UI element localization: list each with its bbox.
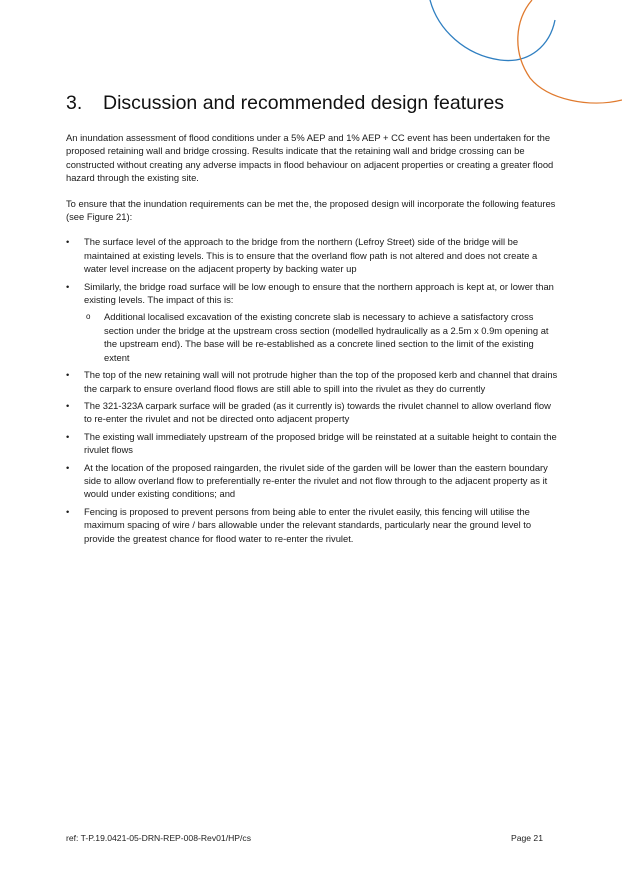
list-item — [66, 430, 561, 457]
section-number: 3. — [66, 92, 83, 114]
design-features-list — [66, 235, 561, 545]
document-body — [66, 131, 561, 549]
features-intro-paragraph: To ensure that the inundation requirements can be met the, the proposed design will incorporate the following features (see Figure 21): — [66, 197, 556, 223]
list-item-text: The top of the new retaining wall will not protrude higher than the top of the proposed kerb and channel that drains the carpark to ensure overland flood flows are still able to spill into the rivulet as they do currently — [84, 369, 558, 394]
list-item-text: At the location of the proposed raingarden, the rivulet side of the garden will be lower than the eastern boundary side to allow overland flow to preferentially re-enter the rivulet and not flow through to the adjacent property as it would under existing conditions; and — [84, 461, 548, 500]
intro-paragraph: An inundation assessment of flood conditions under a 5% AEP and 1% AEP + CC event has been undertaken for the proposed retaining wall and bridge crossing. Results indicate that the retaining wall and bridge crossing can be constructed without creating any adverse impacts in flood behaviour on adjacent properties or creating a greater flood hazard through the existing site. — [66, 132, 554, 184]
list-item-text: Fencing is proposed to prevent persons from being able to enter the rivulet easily, this fencing will utilise the maximum spacing of wire / bars allowable under the relevant standards, particularly near the ground level to provide the greatest chance for flood water to re-enter the rivulet. — [84, 505, 532, 544]
list-item-text: The existing wall immediately upstream of the proposed bridge will be reinstated at a suitable height to contain the rivulet flows — [84, 430, 557, 456]
sub-list-item-text: Additional localised excavation of the existing concrete slab is necessary to achieve a satisfactory cross section under the bridge at the upstream cross section (modelled hydraulically as a 2.5m x 0.9m opening at the upstream end). The base will be re-established as a concrete lined section to the limit of the existing extent — [104, 311, 549, 363]
list-item-text: The 321-323A carpark surface will be graded (as it currently is) towards the rivulet channel to allow overland flow to re-enter the rivulet and not be directed onto adjacent property — [84, 399, 551, 425]
list-item — [66, 399, 561, 426]
bullet-icon: • — [66, 399, 70, 411]
hollow-bullet-icon: o — [86, 312, 91, 322]
bullet-icon: • — [66, 461, 70, 473]
sub-list — [84, 310, 561, 364]
page-number: Page 21 — [510, 833, 543, 843]
list-item — [66, 505, 561, 545]
orange-arc — [518, 0, 622, 103]
list-item — [66, 280, 561, 364]
bullet-icon: • — [66, 430, 70, 442]
blue-arc — [430, 0, 555, 61]
document-reference: ref: T-P.19.0421-05-DRN-REP-008-Rev01/HP/cs — [66, 833, 252, 843]
bullet-icon: • — [66, 505, 70, 517]
section-title: Discussion and recommended design features — [103, 92, 505, 114]
list-item — [66, 235, 561, 275]
bullet-icon: • — [66, 369, 70, 381]
list-item — [66, 368, 561, 395]
bullet-icon: • — [66, 236, 70, 248]
list-item-text: Similarly, the bridge road surface will be low enough to ensure that the northern approach is kept at, or lower than existing levels. The impact of this is: — [84, 280, 554, 306]
sub-list-item — [84, 310, 561, 364]
section-heading — [66, 92, 504, 115]
list-item — [66, 461, 561, 501]
bullet-icon: • — [66, 280, 70, 292]
list-item-text: The surface level of the approach to the bridge from the northern (Lefroy Street) side of the bridge will be maintained at existing levels. This is to ensure that the overland flow path is not altered and does not create a water level increase on the adjacent property by backing water up — [84, 236, 538, 275]
